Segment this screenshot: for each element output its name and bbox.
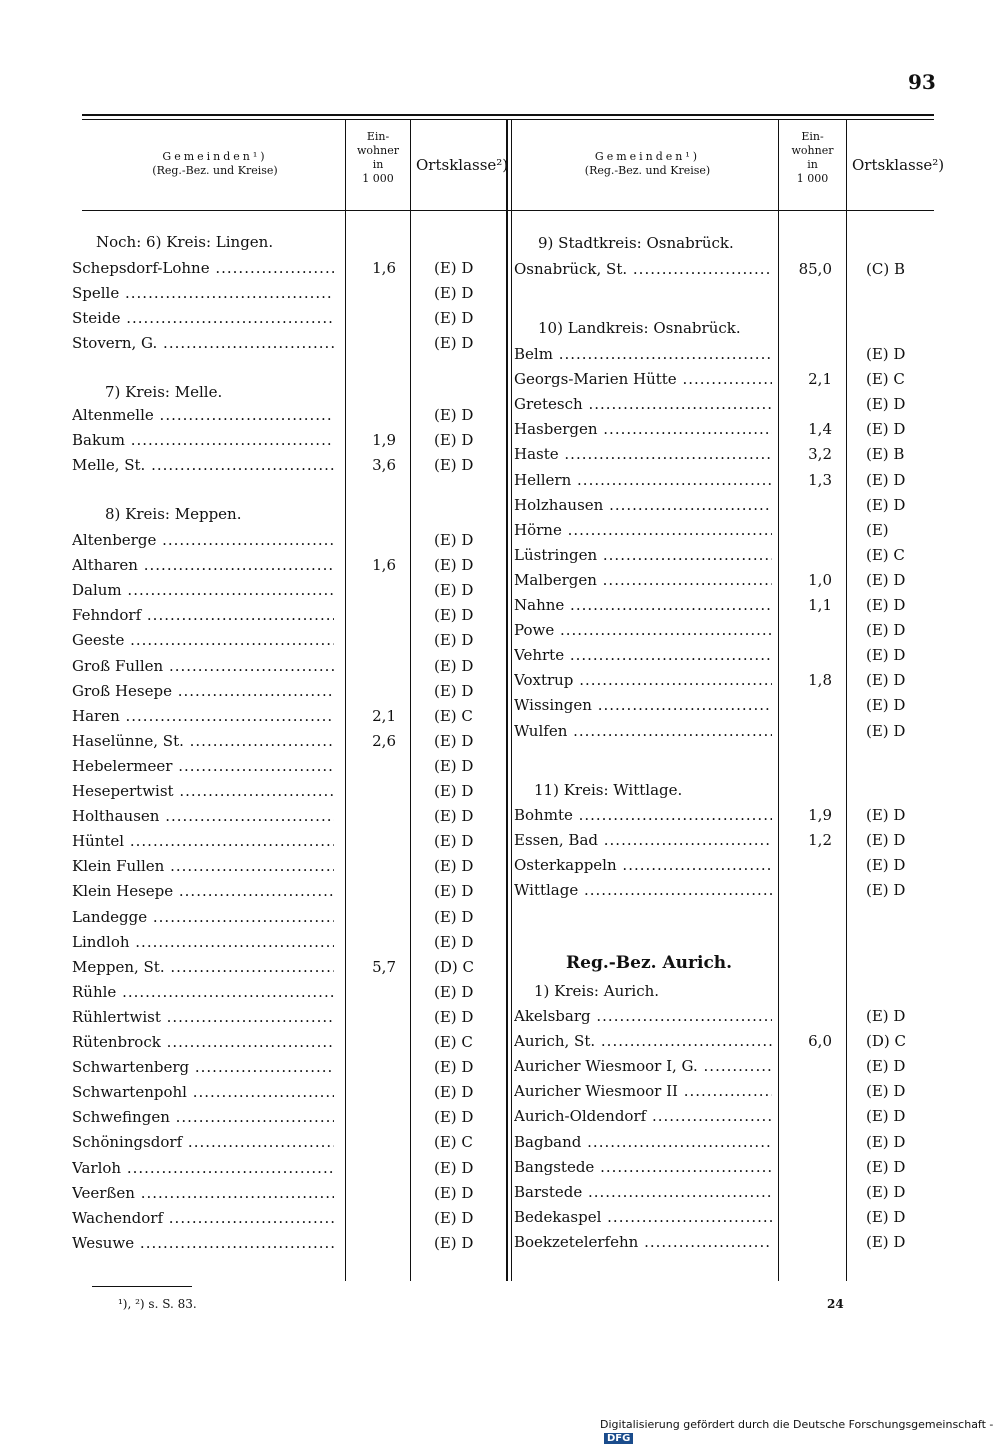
table-row — [514, 518, 934, 543]
table-row — [514, 643, 934, 668]
gemeinde-name: Hüntel ..... — [72, 829, 334, 854]
header-gemeinden-sub: (Reg.-Bez. und Kreise) — [152, 164, 278, 177]
ortsklasse-value: (E) D — [434, 731, 474, 750]
gemeinde-name: Wissingen ..... — [514, 693, 772, 718]
table-row — [514, 618, 934, 643]
ortsklasse-value: (E) D — [866, 470, 906, 489]
table-row — [514, 803, 934, 828]
gemeinde-name: Veerßen ..... — [72, 1181, 334, 1206]
ortsklasse-value: (D) C — [434, 957, 474, 976]
ortsklasse-value: (E) D — [434, 531, 474, 549]
einwohner-value: 1,9 — [372, 431, 396, 450]
header-einwohner-line2: wohner — [357, 144, 399, 157]
table-row — [514, 1104, 934, 1129]
einwohner-value: 1,9 — [808, 806, 832, 824]
table-row — [72, 654, 492, 679]
table-row — [514, 878, 934, 903]
einwohner-value: 85,0 — [798, 260, 832, 278]
ortsklasse-value: (E) D — [434, 259, 474, 277]
table-row — [72, 679, 492, 704]
table-row — [72, 804, 492, 829]
ortsklasse-value: (E) D — [866, 1207, 906, 1226]
table-row — [514, 257, 934, 282]
ortsklasse-value: (E) D — [434, 1208, 474, 1227]
table-row — [514, 1029, 934, 1054]
einwohner-value: 1,3 — [808, 470, 832, 489]
table-row — [514, 719, 934, 744]
gemeinde-name: Varloh ..... — [72, 1156, 334, 1181]
ortsklasse-value: (E) D — [434, 932, 474, 951]
table-row — [72, 1231, 492, 1256]
gemeinde-name: Landegge ..... — [72, 905, 334, 930]
dfg-logo: DFG — [604, 1433, 633, 1444]
header-ortsklasse-left: Ortsklasse²) — [416, 156, 509, 174]
gemeinde-name: Holthausen ..... — [72, 804, 334, 829]
header-einwohner-right — [779, 130, 846, 186]
gemeinde-name: Melle, St. ..... — [72, 453, 334, 478]
gemeinde-name: Powe ..... — [514, 618, 772, 643]
ortsklasse-value: (E) D — [434, 309, 474, 328]
ortsklasse-value: (E) D — [866, 596, 906, 614]
einwohner-value: 1,2 — [808, 831, 832, 850]
gemeinde-name: Malbergen ..... — [514, 568, 772, 593]
table-row — [72, 905, 492, 930]
table-row — [72, 779, 492, 804]
gemeinde-name: Geeste ..... — [72, 628, 334, 653]
table-row — [72, 955, 492, 980]
gemeinde-name: Barstede ..... — [514, 1180, 772, 1205]
gemeinde-name: Groß Hesepe ..... — [72, 679, 334, 704]
table-row — [72, 281, 492, 306]
gemeinde-name: Bedekaspel ..... — [514, 1205, 772, 1230]
ortsklasse-value: (E) D — [866, 1007, 906, 1025]
ortsklasse-value: (E) D — [866, 671, 906, 690]
ortsklasse-value: (E) D — [434, 1233, 474, 1252]
gemeinde-name: Altenmelle ..... — [72, 403, 334, 428]
header-einwohner-left — [346, 130, 410, 186]
gemeinde-name: Lindloh ..... — [72, 930, 334, 955]
table-row — [72, 729, 492, 754]
ortsklasse-value: (E) D — [434, 1183, 474, 1202]
table-row — [514, 828, 934, 853]
digitization-credit — [600, 1418, 1000, 1444]
ortsklasse-value: (E) D — [866, 1057, 906, 1076]
einwohner-value: 1,1 — [808, 596, 832, 614]
ortsklasse-value: (E) D — [434, 556, 474, 575]
gemeinde-name: Bohmte ..... — [514, 803, 772, 828]
table-row — [72, 1206, 492, 1231]
table-row — [72, 1156, 492, 1181]
einwohner-value: 6,0 — [808, 1032, 832, 1051]
ortsklasse-value: (E) D — [866, 1107, 906, 1126]
gemeinde-name: Georgs-Marien Hütte ..... — [514, 367, 772, 392]
gemeinde-name: Vehrte ..... — [514, 643, 772, 668]
table-row — [72, 854, 492, 879]
ortsklasse-value: (E) D — [866, 495, 906, 514]
ortsklasse-value: (E) D — [434, 782, 474, 800]
einwohner-value: 1,6 — [372, 556, 396, 575]
gemeinde-name: Wesuwe ..... — [72, 1231, 334, 1256]
header-gemeinden-left — [90, 150, 340, 178]
table-row — [72, 980, 492, 1005]
gemeinde-name: Hörne ..... — [514, 518, 772, 543]
einwohner-value: 3,2 — [808, 445, 832, 464]
table-row — [72, 1105, 492, 1130]
gemeinde-name: Meppen, St. ..... — [72, 955, 334, 980]
section-kreis-melle: 7) Kreis: Melle. — [105, 383, 223, 401]
gemeinde-name: Schepsdorf-Lohne ..... — [72, 256, 334, 281]
gemeinde-name: Belm ..... — [514, 342, 772, 367]
table-row — [72, 453, 492, 478]
table-row — [514, 593, 934, 618]
gemeinde-name: Wittlage ..... — [514, 878, 772, 903]
ortsklasse-value: (E) D — [866, 1082, 906, 1101]
gemeinde-name: Boekzetelerfehn ..... — [514, 1230, 772, 1255]
einwohner-value: 5,7 — [372, 957, 396, 976]
gemeinde-name: Groß Fullen ..... — [72, 654, 334, 679]
ortsklasse-value: (E) D — [434, 1108, 474, 1127]
ortsklasse-value: (E) D — [434, 882, 474, 901]
table-row — [72, 306, 492, 331]
gemeinde-name: Nahne ..... — [514, 593, 772, 618]
table-row — [514, 1205, 934, 1230]
ortsklasse-value: (E) C — [434, 706, 473, 725]
section-kreis-lingen: Noch: 6) Kreis: Lingen. — [96, 233, 274, 251]
ortsklasse-value: (E) D — [434, 284, 474, 303]
table-row — [72, 879, 492, 904]
ortsklasse-value: (E) D — [866, 856, 906, 875]
table-row — [72, 1181, 492, 1206]
ortsklasse-value: (E) D — [434, 681, 474, 700]
table-row — [72, 528, 492, 553]
ortsklasse-value: (C) B — [866, 260, 905, 278]
gemeinde-name: Altharen ..... — [72, 553, 334, 578]
gemeinde-name: Haste ..... — [514, 442, 772, 467]
ortsklasse-value: (E) D — [866, 646, 906, 665]
table-row — [72, 256, 492, 281]
table-row — [514, 668, 934, 693]
header-einwohner-r-line2: wohner — [791, 144, 834, 157]
header-einwohner-line3: in — [372, 158, 384, 171]
gemeinde-name: Holzhausen ..... — [514, 493, 772, 518]
gemeinde-name: Klein Fullen ..... — [72, 854, 334, 879]
ortsklasse-value: (E) D — [866, 696, 906, 715]
ortsklasse-value: (E) C — [866, 370, 905, 389]
einwohner-value: 2,1 — [372, 706, 396, 725]
einwohner-value: 3,6 — [372, 456, 396, 475]
gemeinde-name: Dalum ..... — [72, 578, 334, 603]
gemeinde-name: Altenberge ..... — [72, 528, 334, 553]
ortsklasse-value: (E) D — [434, 982, 474, 1001]
einwohner-value: 2,1 — [808, 370, 832, 389]
header-einwohner-r-line1: Ein- — [801, 130, 824, 143]
table-row — [514, 1004, 934, 1029]
ortsklasse-value: (E) D — [434, 1083, 474, 1102]
gemeinde-name: Wulfen ..... — [514, 719, 772, 744]
gemeinde-name: Rühlertwist ..... — [72, 1005, 334, 1030]
gemeinde-name: Haren ..... — [72, 704, 334, 729]
gemeinde-name: Osnabrück, St. ..... — [514, 257, 772, 282]
ortsklasse-value: (E) D — [434, 656, 474, 675]
ortsklasse-value: (E) B — [866, 445, 905, 464]
gemeinde-name: Akelsbarg ..... — [514, 1004, 772, 1029]
ortsklasse-value: (E) D — [434, 907, 474, 926]
table-row — [514, 1155, 934, 1180]
gemeinde-name: Schwefingen ..... — [72, 1105, 334, 1130]
ortsklasse-value: (E) D — [866, 395, 906, 414]
ortsklasse-value: (E) D — [866, 1132, 906, 1151]
section-kreis-meppen: 8) Kreis: Meppen. — [105, 505, 242, 523]
einwohner-value: 2,6 — [372, 731, 396, 750]
gemeinde-name: Hasbergen ..... — [514, 417, 772, 442]
gemeinde-name: Aurich-Oldendorf ..... — [514, 1104, 772, 1129]
table-row — [514, 342, 934, 367]
gemeinde-name: Wachendorf ..... — [72, 1206, 334, 1231]
ortsklasse-value: (E) C — [434, 1133, 473, 1152]
ortsklasse-value: (E) D — [434, 756, 474, 775]
ortsklasse-value: (E) D — [434, 406, 474, 424]
ortsklasse-value: (E) D — [434, 1007, 474, 1026]
table-row — [514, 853, 934, 878]
header-rule — [82, 210, 934, 211]
table-row — [514, 568, 934, 593]
table-row — [72, 553, 492, 578]
ortsklasse-value: (E) D — [434, 631, 474, 650]
table-row — [514, 468, 934, 493]
ortsklasse-value: (E) D — [434, 606, 474, 625]
table-row — [514, 417, 934, 442]
gemeinde-name: Hesepertwist ..... — [72, 779, 334, 804]
ortsklasse-value: (E) D — [434, 807, 474, 826]
section-kreis-aurich: 1) Kreis: Aurich. — [534, 982, 660, 1000]
gemeinde-name: Auricher Wiesmoor I, G. ..... — [514, 1054, 772, 1079]
table-row — [514, 693, 934, 718]
table-row — [72, 1055, 492, 1080]
footnote-rule — [92, 1286, 192, 1287]
gemeinde-name: Osterkappeln ..... — [514, 853, 772, 878]
table-row — [72, 578, 492, 603]
ortsklasse-value: (E) D — [866, 1157, 906, 1176]
header-gemeinden-sub-r: (Reg.-Bez. und Kreise) — [584, 164, 711, 177]
gemeinde-name: Hebelermeer ..... — [72, 754, 334, 779]
ortsklasse-value: (E) D — [434, 456, 474, 475]
table-row — [72, 428, 492, 453]
footnote: ¹), ²) s. S. 83. — [118, 1297, 197, 1311]
einwohner-value: 1,0 — [808, 570, 832, 589]
gemeinde-name: Schwartenberg ..... — [72, 1055, 334, 1080]
header-gemeinden-right — [520, 150, 775, 178]
gemeinde-name: Klein Hesepe ..... — [72, 879, 334, 904]
gemeinde-name: Spelle ..... — [72, 281, 334, 306]
ortsklasse-value: (E) D — [434, 334, 474, 353]
section-stadtkreis-osnabrueck: 9) Stadtkreis: Osnabrück. — [538, 234, 734, 252]
header-ortsklasse-right: Ortsklasse²) — [852, 156, 945, 174]
credit-text: Digitalisierung gefördert durch die Deutsche Forschungsgemeinschaft - — [600, 1418, 994, 1431]
ortsklasse-value: (E) D — [434, 581, 474, 600]
ortsklasse-value: (E) D — [866, 1232, 906, 1251]
einwohner-value: 1,4 — [808, 420, 832, 439]
table-row — [514, 1130, 934, 1155]
gemeinde-name: Rühle ..... — [72, 980, 334, 1005]
header-einwohner-line1: Ein- — [366, 130, 390, 143]
table-row — [72, 603, 492, 628]
ortsklasse-value: (E) D — [866, 881, 906, 900]
ortsklasse-value: (E) D — [434, 832, 474, 851]
gemeinde-name: Steide ..... — [72, 306, 334, 331]
einwohner-value: 1,6 — [372, 259, 396, 277]
header-einwohner-r-line4: 1 000 — [796, 172, 829, 185]
gemeinde-name: Haselünne, St. ..... — [72, 729, 334, 754]
gemeinde-name: Schöningsdorf ..... — [72, 1130, 334, 1155]
ortsklasse-value: (E) D — [434, 1158, 474, 1177]
gemeinde-name: Stovern, G. ..... — [72, 331, 334, 356]
gemeinde-name: Essen, Bad ..... — [514, 828, 772, 853]
ortsklasse-value: (E) D — [866, 806, 906, 824]
header-gemeinden-title: Gemeinden¹) — [162, 150, 268, 163]
header-einwohner-line4: 1 000 — [362, 172, 394, 185]
table-row — [72, 331, 492, 356]
gemeinde-name: Aurich, St. ..... — [514, 1029, 772, 1054]
table-row — [514, 1180, 934, 1205]
ortsklasse-value: (E) D — [866, 721, 906, 740]
table-row — [72, 754, 492, 779]
table-row — [514, 392, 934, 417]
col-divider-b — [511, 119, 512, 1281]
ortsklasse-value: (E) D — [434, 857, 474, 876]
gemeinde-name: Bakum ..... — [72, 428, 334, 453]
table-row — [72, 1080, 492, 1105]
ortsklasse-value: (E) D — [434, 1058, 474, 1077]
page-number: 93 — [908, 70, 936, 94]
table-row — [72, 1030, 492, 1055]
gemeinde-name: Auricher Wiesmoor II ..... — [514, 1079, 772, 1104]
ortsklasse-value: (E) C — [434, 1033, 473, 1051]
table-row — [72, 403, 492, 428]
ortsklasse-value: (E) — [866, 520, 889, 539]
header-einwohner-r-line3: in — [807, 158, 818, 171]
ortsklasse-value: (E) D — [866, 831, 906, 850]
ortsklasse-value: (D) C — [866, 1032, 906, 1051]
table-row — [514, 1230, 934, 1255]
top-rule-thin — [82, 119, 934, 120]
table-row — [514, 367, 934, 392]
gemeinde-name: Rütenbrock ..... — [72, 1030, 334, 1055]
top-rule — [82, 114, 934, 116]
table-row — [72, 628, 492, 653]
gemeinde-name: Gretesch ..... — [514, 392, 772, 417]
gemeinde-name: Fehndorf ..... — [72, 603, 334, 628]
section-kreis-wittlage: 11) Kreis: Wittlage. — [534, 781, 683, 799]
section-landkreis-osnabrueck: 10) Landkreis: Osnabrück. — [538, 319, 741, 337]
ortsklasse-value: (E) D — [866, 570, 906, 589]
ortsklasse-value: (E) D — [866, 420, 906, 439]
header-gemeinden-title-r: Gemeinden¹) — [594, 150, 701, 163]
gemeinde-name: Bangstede ..... — [514, 1155, 772, 1180]
einwohner-value: 1,8 — [808, 671, 832, 690]
ortsklasse-value: (E) D — [866, 1182, 906, 1201]
table-row — [514, 493, 934, 518]
ortsklasse-value: (E) C — [866, 545, 905, 564]
regbez-aurich-heading: Reg.-Bez. Aurich. — [566, 953, 733, 973]
ortsklasse-value: (E) D — [866, 621, 906, 640]
table-row — [72, 1005, 492, 1030]
ortsklasse-value: (E) D — [866, 345, 906, 363]
table-row — [72, 829, 492, 854]
table-row — [72, 704, 492, 729]
table-row — [72, 1130, 492, 1155]
table-row — [514, 543, 934, 568]
table-row — [514, 1079, 934, 1104]
gemeinde-name: Lüstringen ..... — [514, 543, 772, 568]
col-divider-a — [506, 119, 508, 1281]
table-row — [514, 442, 934, 467]
table-row — [514, 1054, 934, 1079]
gemeinde-name: Voxtrup ..... — [514, 668, 772, 693]
table-row — [72, 930, 492, 955]
gemeinde-name: Bagband ..... — [514, 1130, 772, 1155]
gemeinde-name: Hellern ..... — [514, 468, 772, 493]
ortsklasse-value: (E) D — [434, 431, 474, 450]
signature-mark: 24 — [827, 1297, 844, 1311]
gemeinde-name: Schwartenpohl ..... — [72, 1080, 334, 1105]
